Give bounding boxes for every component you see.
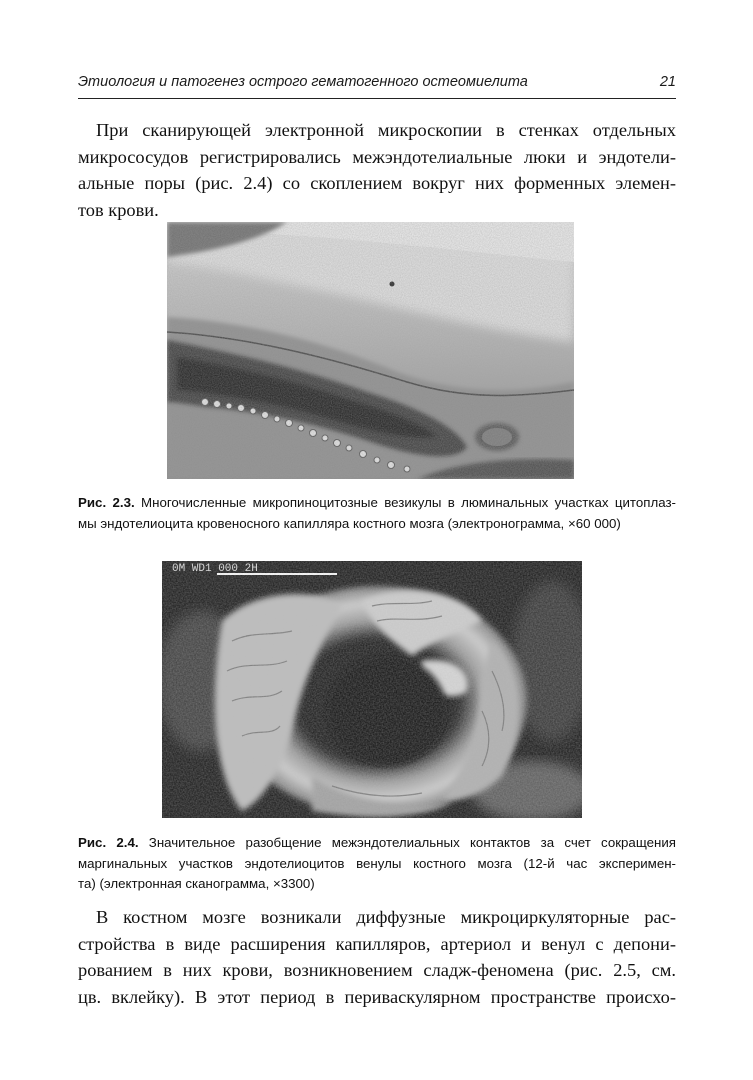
figure-label: Рис. 2.3. bbox=[78, 495, 135, 510]
header-rule bbox=[78, 98, 676, 99]
figure-label: Рис. 2.4. bbox=[78, 835, 139, 850]
figure-2-4-caption bbox=[78, 833, 676, 895]
text-line: стройства в виде расширения капилляров, артериол и венул с депони- bbox=[78, 933, 676, 954]
text-line: В костном мозге возникали диффузные микроциркуляторные рас- bbox=[96, 907, 676, 927]
figure-2-3-caption bbox=[78, 493, 676, 534]
figure-2-4-scanning-micrograph bbox=[162, 561, 582, 818]
running-title: Этиология и патогенез острого гематогенного остеомиелита bbox=[78, 74, 528, 90]
paragraph-1 bbox=[78, 117, 676, 223]
caption-text: маргинальных участков эндотелиоцитов венулы костного мозга (12-й час эксперимен- bbox=[78, 855, 676, 871]
text-line: цв. вклейку). В этот период в периваскулярном пространстве происхо- bbox=[78, 986, 676, 1007]
running-header bbox=[78, 74, 676, 90]
caption-text: Значительное разобщение межэндотелиальных контактов за счет сокращения bbox=[148, 835, 676, 850]
figure-2-3-electron-micrograph bbox=[167, 222, 574, 479]
caption-text: Многочисленные микропиноцитозные везикулы в люминальных участках цитоплаз- bbox=[141, 495, 676, 510]
caption-text: та) (электронная сканограмма, ×3300) bbox=[78, 876, 315, 891]
text-line: рованием в них крови, возникновением сладж-феномена (рис. 2.5, см. bbox=[78, 960, 676, 981]
page-number: 21 bbox=[659, 74, 676, 90]
text-line: микрососудов регистрировались межэндотелиальные люки и эндотели- bbox=[78, 146, 676, 167]
caption-text: мы эндотелиоцита кровеносного капилляра костного мозга (электронограмма, ×60 000) bbox=[78, 515, 621, 531]
text-line: При сканирующей электронной микроскопии в стенках отдельных bbox=[96, 120, 676, 140]
paragraph-2 bbox=[78, 904, 676, 1010]
text-line: альные поры (рис. 2.4) со скоплением вокруг них форменных элемен- bbox=[78, 173, 676, 194]
text-line: тов крови. bbox=[78, 199, 159, 220]
